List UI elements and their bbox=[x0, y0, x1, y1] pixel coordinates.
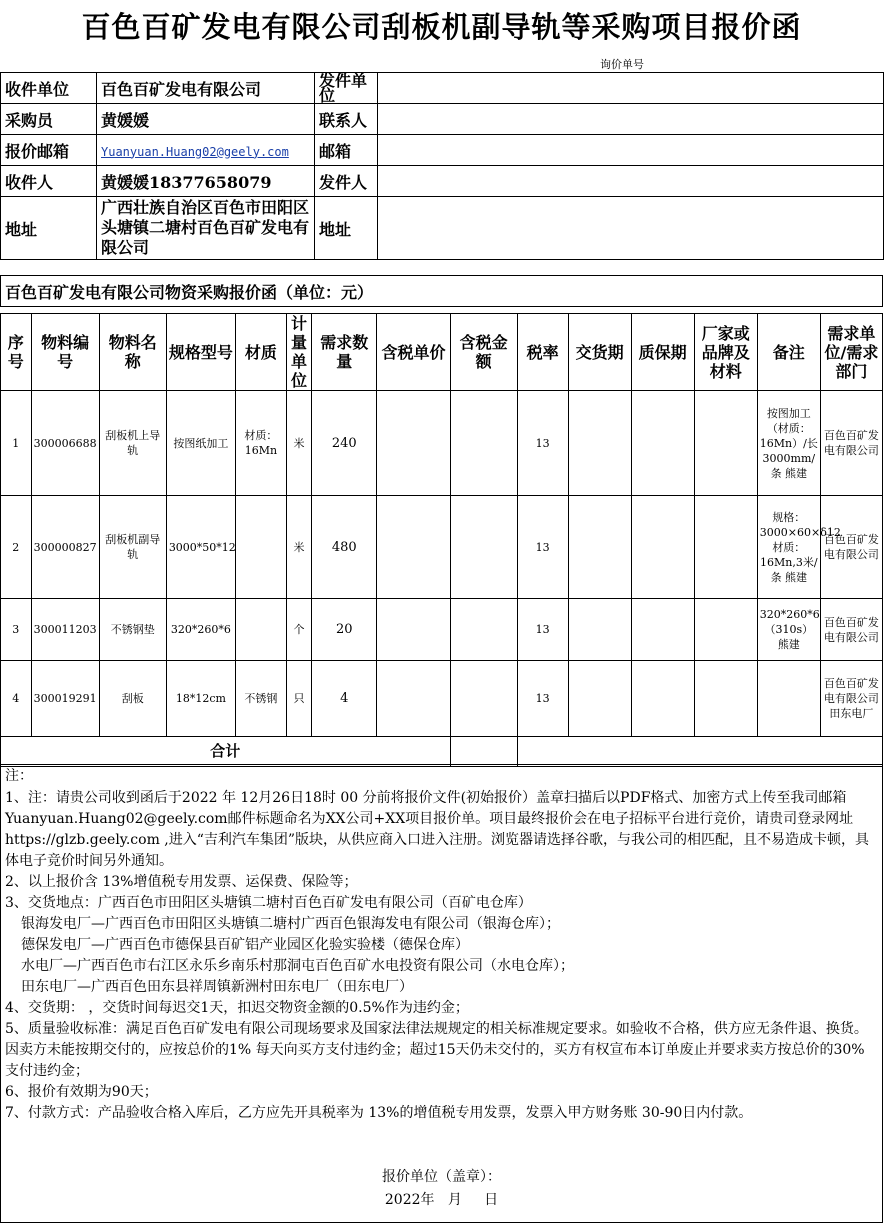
header-dept: 需求单位/需求部门 bbox=[820, 314, 882, 391]
row-amount[interactable] bbox=[450, 599, 517, 661]
row-no: 1 bbox=[1, 391, 32, 496]
row-dept: 百色百矿发电有限公司 bbox=[820, 391, 882, 496]
row-spec: 3000*50*12 bbox=[166, 496, 235, 599]
header-no: 序号 bbox=[1, 314, 32, 391]
header-spec: 规格型号 bbox=[166, 314, 235, 391]
row-qty: 20 bbox=[312, 599, 377, 661]
row-remark: 规格：3000×60×δ12 材质：16Mn,3米/条 熊建 bbox=[757, 496, 820, 599]
note-3-debao: 德保发电厂—广西百色市德保县百矿铝产业园区化验实验楼（德保仓库） bbox=[21, 937, 469, 953]
row-name: 刮板机上导轨 bbox=[99, 391, 166, 496]
row-price[interactable] bbox=[377, 661, 450, 737]
row-dept: 百色百矿发电有限公司 bbox=[820, 599, 882, 661]
table-subtitle: 百色百矿发电有限公司物资采购报价函（单位：元） bbox=[1, 276, 883, 307]
info-table bbox=[0, 72, 884, 260]
row-name: 不锈钢垫 bbox=[99, 599, 166, 661]
sender-label: 发件人 bbox=[315, 166, 378, 197]
row-code: 300011203 bbox=[31, 599, 99, 661]
total-amount[interactable] bbox=[450, 737, 517, 767]
header-code: 物料编号 bbox=[31, 314, 99, 391]
note-1: 1、注：请贵公司收到函后于2022 年 12月26日18时 00 分前将报价文件(初始报价）盖章扫描后以PDF格式、加密方式上传至我司邮箱Yuanyuan.Huang02@geely.com邮件标题命名为XX公司+XX项目报价单。项目最终报价会在电子招标平台进行竞价，请贵司登录网址https://glzb.geely.com ,进入“吉利汽车集团”版块，从供应商入口进入注册。浏览器请选择谷歌，与我公司的相匹配，且不易造成卡顿，具体电子竞价时间另外通知。 bbox=[5, 790, 870, 869]
note-4: 4、交货期： ，交货时间每迟交1天，扣迟交物资金额的0.5%作为违约金； bbox=[5, 1000, 469, 1016]
row-remark: 320*260*6（310s）熊建 bbox=[757, 599, 820, 661]
row-warranty[interactable] bbox=[631, 661, 694, 737]
row-price[interactable] bbox=[377, 496, 450, 599]
header-warranty: 质保期 bbox=[631, 314, 694, 391]
row-qty: 4 bbox=[312, 661, 377, 737]
row-tax: 13 bbox=[517, 661, 568, 737]
table-row bbox=[1, 496, 883, 599]
row-tax: 13 bbox=[517, 496, 568, 599]
sender-address-value[interactable] bbox=[378, 197, 884, 260]
note-6: 6、报价有效期为90天； bbox=[5, 1084, 158, 1100]
row-delivery[interactable] bbox=[568, 599, 631, 661]
row-spec: 320*260*6 bbox=[166, 599, 235, 661]
row-name: 刮板 bbox=[99, 661, 166, 737]
sender-address-label: 地址 bbox=[315, 197, 378, 260]
row-price[interactable] bbox=[377, 391, 450, 496]
row-code: 300000827 bbox=[31, 496, 99, 599]
row-brand[interactable] bbox=[694, 599, 757, 661]
row-amount[interactable] bbox=[450, 496, 517, 599]
row-code: 300019291 bbox=[31, 661, 99, 737]
note-3-yinhai: 银海发电厂—广西百色市田阳区头塘镇二塘村广西百色银海发电有限公司（银海仓库）； bbox=[21, 916, 560, 932]
row-material: 不锈钢 bbox=[235, 661, 286, 737]
receiver-label: 收件人 bbox=[1, 166, 97, 197]
row-no: 4 bbox=[1, 661, 32, 737]
header-tax: 税率 bbox=[517, 314, 568, 391]
address-value: 广西壮族自治区百色市田阳区头塘镇二塘村百色百矿发电有限公司 bbox=[97, 197, 315, 260]
row-material bbox=[235, 599, 286, 661]
row-delivery[interactable] bbox=[568, 391, 631, 496]
rfq-number-label: 询价单号 bbox=[600, 58, 644, 71]
row-material bbox=[235, 496, 286, 599]
header-material: 材质 bbox=[235, 314, 286, 391]
recv-unit-value: 百色百矿发电有限公司 bbox=[97, 73, 315, 104]
note-2: 2、以上报价含 13%增值税专用发票、运保费、保险等； bbox=[5, 874, 358, 890]
quote-unit-seal-label: 报价单位（盖章）： bbox=[382, 1169, 501, 1185]
row-material: 材质：16Mn bbox=[235, 391, 286, 496]
row-remark bbox=[757, 661, 820, 737]
row-remark: 按图加工（材质：16Mn）/长3000mm/条 熊建 bbox=[757, 391, 820, 496]
header-delivery: 交货期 bbox=[568, 314, 631, 391]
contact-label: 联系人 bbox=[315, 104, 378, 135]
header-unit: 计量单位 bbox=[286, 314, 311, 391]
row-no: 2 bbox=[1, 496, 32, 599]
row-amount[interactable] bbox=[450, 391, 517, 496]
row-warranty[interactable] bbox=[631, 496, 694, 599]
row-qty: 480 bbox=[312, 496, 377, 599]
page-title: 百色百矿发电有限公司刮板机副导轨等采购项目报价函 bbox=[81, 10, 802, 44]
row-price[interactable] bbox=[377, 599, 450, 661]
row-delivery[interactable] bbox=[568, 661, 631, 737]
notes-section bbox=[0, 764, 883, 1223]
row-unit: 个 bbox=[286, 599, 311, 661]
subtitle-table bbox=[0, 275, 883, 307]
quote-email-link[interactable]: Yuanyuan.Huang02@geely.com bbox=[101, 144, 289, 159]
buyer-value: 黄媛媛 bbox=[97, 104, 315, 135]
row-delivery[interactable] bbox=[568, 496, 631, 599]
row-qty: 240 bbox=[312, 391, 377, 496]
total-blank bbox=[517, 737, 882, 767]
row-warranty[interactable] bbox=[631, 599, 694, 661]
quote-date-label: 2022年 月 日 bbox=[384, 1192, 499, 1208]
header-qty: 需求数量 bbox=[312, 314, 377, 391]
row-warranty[interactable] bbox=[631, 391, 694, 496]
total-label: 合计 bbox=[1, 737, 451, 767]
sender-value[interactable] bbox=[378, 166, 884, 197]
email-value[interactable] bbox=[378, 135, 884, 166]
row-brand[interactable] bbox=[694, 661, 757, 737]
row-brand[interactable] bbox=[694, 496, 757, 599]
row-unit: 米 bbox=[286, 496, 311, 599]
quote-email-label: 报价邮箱 bbox=[1, 135, 97, 166]
table-row bbox=[1, 391, 883, 496]
header-name: 物料名称 bbox=[99, 314, 166, 391]
row-tax: 13 bbox=[517, 599, 568, 661]
total-row bbox=[1, 737, 883, 767]
table-row bbox=[1, 661, 883, 737]
header-brand: 厂家或品牌及材料 bbox=[694, 314, 757, 391]
table-row bbox=[1, 599, 883, 661]
row-no: 3 bbox=[1, 599, 32, 661]
contact-value[interactable] bbox=[378, 104, 884, 135]
header-remark: 备注 bbox=[757, 314, 820, 391]
header-amount: 含税金额 bbox=[450, 314, 517, 391]
row-code: 300006688 bbox=[31, 391, 99, 496]
row-dept: 百色百矿发电有限公司田东电厂 bbox=[820, 661, 882, 737]
header-price: 含税单价 bbox=[377, 314, 450, 391]
buyer-label: 采购员 bbox=[1, 104, 97, 135]
note-3-tiandong: 田东电厂—广西百色田东县祥周镇新洲村田东电厂（田东电厂） bbox=[21, 979, 413, 995]
receiver-value: 黄媛媛18377658079 bbox=[97, 166, 315, 197]
row-dept: 百色百矿发电有限公司 bbox=[820, 496, 882, 599]
row-spec: 18*12cm bbox=[166, 661, 235, 737]
note-3: 3、交货地点：广西百色市田阳区头塘镇二塘村百色百矿发电有限公司（百矿电仓库） bbox=[5, 895, 532, 911]
notes-heading: 注： bbox=[5, 768, 33, 784]
address-label: 地址 bbox=[1, 197, 97, 260]
row-tax: 13 bbox=[517, 391, 568, 496]
row-amount[interactable] bbox=[450, 661, 517, 737]
note-7: 7、付款方式：产品验收合格入库后，乙方应先开具税率为 13%的增值税专用发票，发票入甲方财务账 30-90日内付款。 bbox=[5, 1105, 753, 1121]
row-unit: 只 bbox=[286, 661, 311, 737]
email-label: 邮箱 bbox=[315, 135, 378, 166]
row-spec: 按图纸加工 bbox=[166, 391, 235, 496]
send-unit-value[interactable] bbox=[378, 73, 884, 104]
row-name: 刮板机副导轨 bbox=[99, 496, 166, 599]
send-unit-label: 发件单位 bbox=[315, 73, 378, 104]
items-table bbox=[0, 313, 883, 767]
row-unit: 米 bbox=[286, 391, 311, 496]
row-brand[interactable] bbox=[694, 391, 757, 496]
note-5: 5、质量验收标准：满足百色百矿发电有限公司现场要求及国家法律法规规定的相关标准规定要求。如验收不合格，供方应无条件退、换货。因卖方未能按期交付的，应按总价的1% 每天向买方支付违约金；超过15天仍未交付的，买方有权宣布本订单废止并要求卖方按总价的30%支付违约金； bbox=[5, 1021, 868, 1079]
note-3-hydro: 水电厂—广西百色市右江区永乐乡南乐村那洞屯百色百矿水电投资有限公司（水电仓库）； bbox=[21, 958, 574, 974]
recv-unit-label: 收件单位 bbox=[1, 73, 97, 104]
